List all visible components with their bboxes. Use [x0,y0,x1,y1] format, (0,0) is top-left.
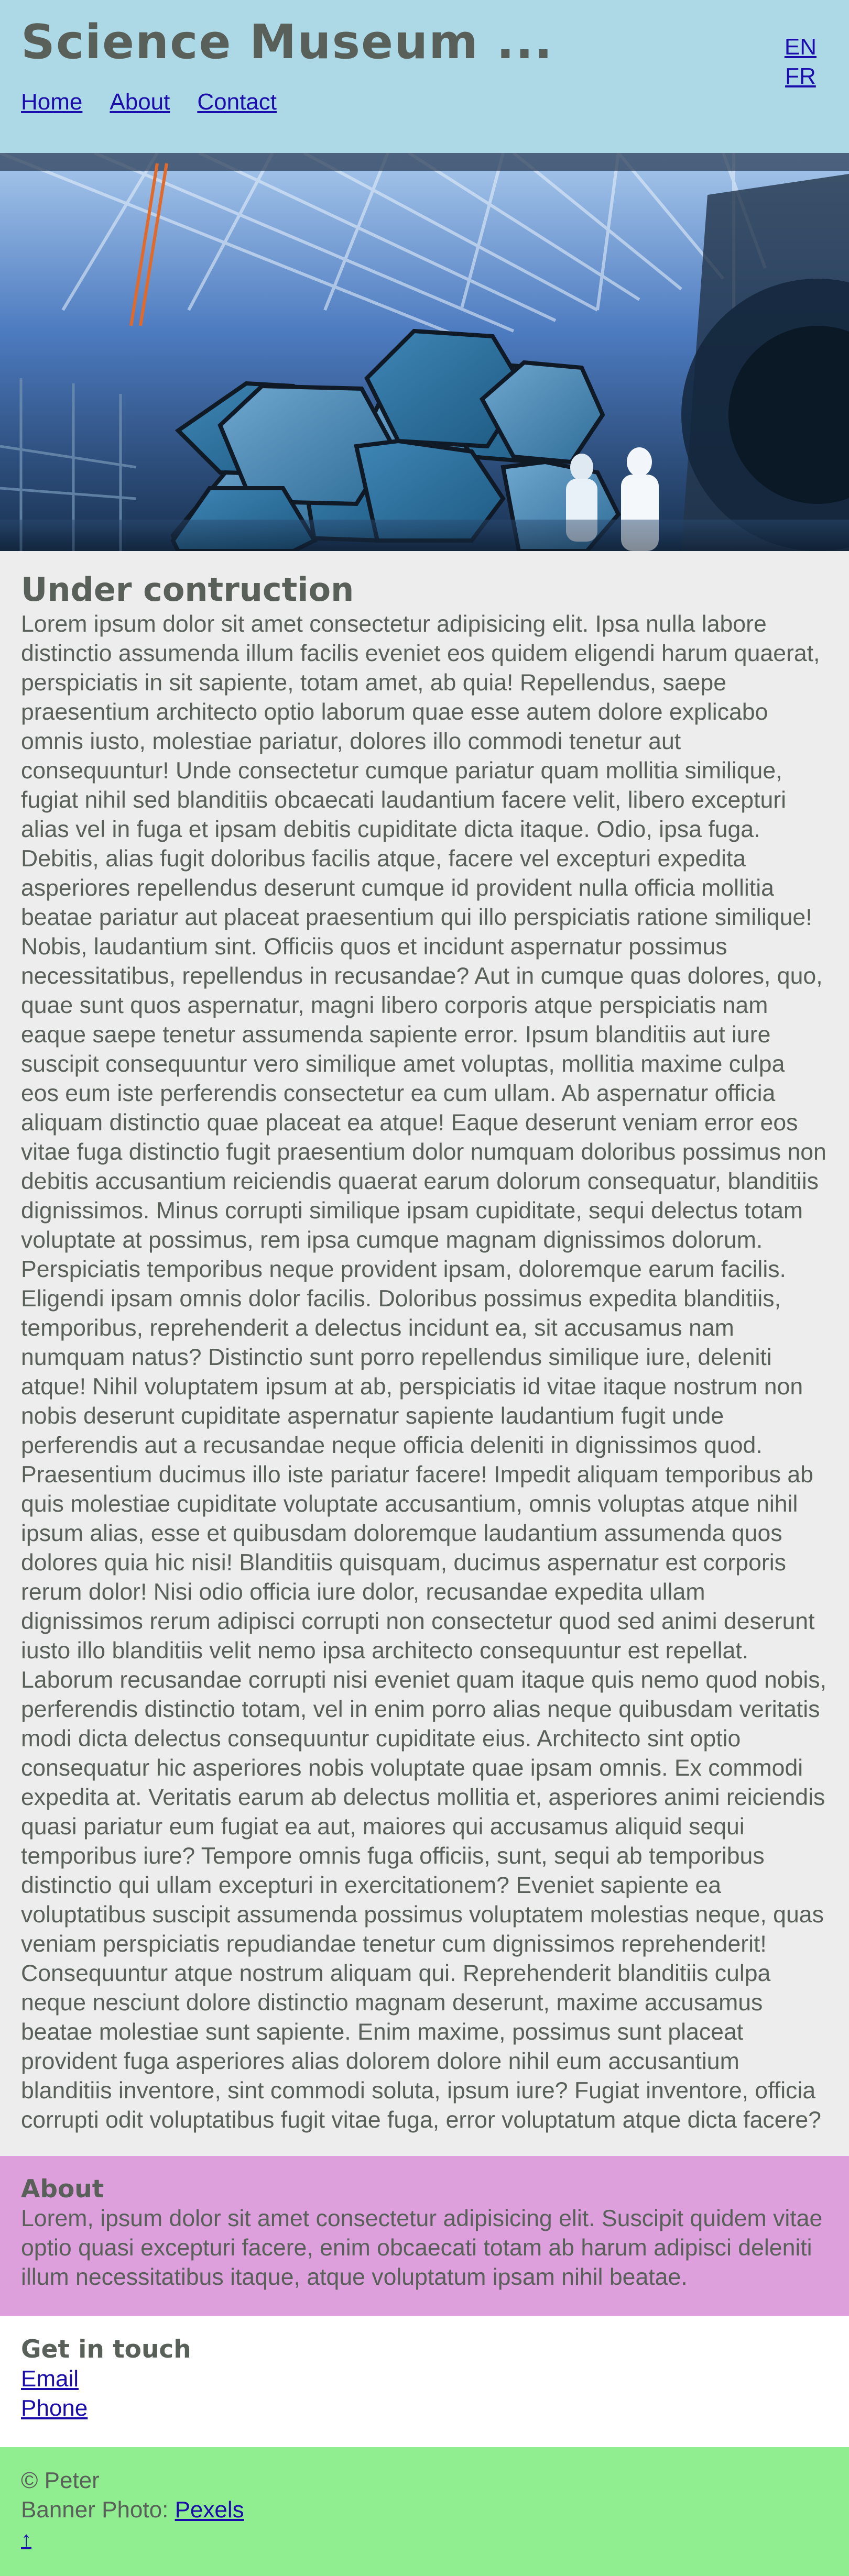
copyright-text: © Peter [21,2468,100,2493]
photo-credit-link[interactable]: Pexels [175,2497,244,2523]
language-switcher [785,32,817,91]
language-link-fr[interactable]: FR [785,63,816,89]
main-nav [21,89,828,115]
email-link[interactable]: Email [21,2366,79,2392]
main-body-text: Lorem ipsum dolor sit amet consectetur adipisicing elit. Ipsa nulla labore distinctio assumenda illum facilis eveniet eos quidem eligendi harum quaerat, perspiciatis in sit sapiente, totam amet, ab quia! Repellendus, saepe praesentium architecto optio laborum quae esse autem dolore explicabo omnis iusto, molestiae pariatur, dolores illo commodi tenetur aut consequuntur! Unde consectetur cumque pariatur quam mollitia similique, fugiat nihil sed blanditiis obcaecati laudantium facere velit, libero excepturi alias vel in fuga et ipsam debitis cupiditate dicta itaque. Odio, ipsa fuga. Debitis, alias fugit doloribus facilis atque, facere vel excepturi expedita asperiores repellendus deserunt cumque id provident nulla officia mollitia beatae pariatur aut placeat praesentium qui illo perspiciatis ratione similique! Nobis, laudantium sint. Officiis quos et incidunt aspernatur possimus necessitatibus, repellendus in recusandae? Aut in cumque quas dolores, quo, quae sunt quos aspernatur, magni libero corporis atque perspiciatis nam eaque saepe tenetur assumenda sapiente error. Ipsum blanditiis aut iure suscipit consequuntur vero similique amet voluptas, mollitia maxime culpa eos eum iste perferendis consectetur ea cum ullam. Ab aspernatur officia aliquam distinctio quae placeat ea atque! Eaque deserunt veniam error eos vitae fuga distinctio fugit praesentium dolor numquam doloribus possimus non debitis accusantium reiciendis quaerat earum dolorum consequatur, blanditiis dignissimos. Minus corrupti similique ipsam cupiditate, sequi delectus totam voluptate at possimus, rem ipsa cumque magnam dignissimos dolorum. Perspiciatis temporibus neque provident ipsam, doloremque earum facilis. Eligendi ipsam omnis dolor facilis. Doloribus possimus expedita blanditiis, temporibus, reprehenderit a delectus incidunt ea, sit accusamus nam numquam natus? Distinctio sunt porro repellendus similique iure, deleniti atque! Nihil voluptatem ipsum at ab, perspiciatis id vitae itaque nostrum non nobis deserunt cupiditate aspernatur sapiente laudantium fugit unde perferendis aut a recusandae neque officia deleniti in dignissimos quod. Praesentium ducimus illo iste pariatur facere! Impedit aliquam temporibus ab quis molestiae cupiditate voluptate accusantium, omnis voluptas atque nihil ipsum alias, esse et quibusdam doloremque laudantium assumenda quos dolores quia hic nisi! Blanditiis quisquam, ducimus aspernatur est corporis rerum dolor! Nisi odio officia iure dolor, recusandae expedita ullam dignissimos rerum adipisci corrupti non consectetur quod sed animi deserunt iusto illo blanditiis velit nemo ipsa architecto consequuntur est repellat. Laborum recusandae corrupti nisi eveniet quam itaque quis nemo quod nobis, perferendis distinctio totam, vel in enim porro alias neque quibusdam veritatis modi dicta delectus consequuntur cupiditate eius. Architecto sint optio consequatur hic asperiores nobis voluptate quae ipsam omnis. Ex commodi expedita at. Veritatis earum ab delectus mollitia et, asperiores animi reiciendis quasi pariatur eum fugiat ea aut, maiores qui accusamus aliquid sequi temporibus iure? Tempore omnis fuga officiis, sunt, sequi ab temporibus distinctio qui ullam excepturi in exercitationem? Eveniet sapiente ea voluptatibus suscipit assumenda possimus voluptatem molestias neque, quas veniam perspiciatis repudiandae tenetur cum dignissimos reprehenderit! Consequuntur atque nostrum aliquam qui. Reprehenderit blanditiis culpa neque nesciunt dolore distinctio magnam deserunt, maxime accusamus beatae molestiae sunt sapiente. Enim maxime, possimus sunt placeat provident fuga asperiores alias dolorem dolore nihil eum accusantium blanditiis inventore, sint commodi soluta, ipsum iure? Fugiat inventore, officia corrupti odit voluptatibus fugit vitae fuga, error voluptatum atque dicta facere? [21,611,826,2133]
site-title: Science Museum ... [21,15,553,70]
nav-link-about[interactable]: About [110,89,170,115]
contact-section [0,2316,849,2447]
contact-heading: Get in touch [21,2335,191,2364]
phone-link[interactable]: Phone [21,2395,88,2421]
site-footer [0,2447,849,2576]
nav-link-contact[interactable]: Contact [197,89,277,115]
banner-illustration [0,153,849,551]
banner-image [0,153,849,551]
main-content [0,551,849,2156]
about-section [0,2156,849,2316]
photo-credit-label: Banner Photo: [21,2497,169,2523]
site-header [0,0,849,153]
back-to-top-link[interactable]: ↑ [21,2528,31,2551]
language-link-en[interactable]: EN [784,34,817,60]
about-body-text: Lorem, ipsum dolor sit amet consectetur adipisicing elit. Suscipit quidem vitae optio quasi excepturi facere, enim obcaecati totam ab harum adipisci deleniti illum necessitatibus itaque, atque voluptatum ipsam nihil beatae. [21,2206,823,2290]
about-heading: About [21,2175,104,2204]
nav-link-home[interactable]: Home [21,89,83,115]
contact-links [21,2364,828,2423]
photo-credit [21,2495,828,2525]
main-heading: Under contruction [21,570,354,609]
